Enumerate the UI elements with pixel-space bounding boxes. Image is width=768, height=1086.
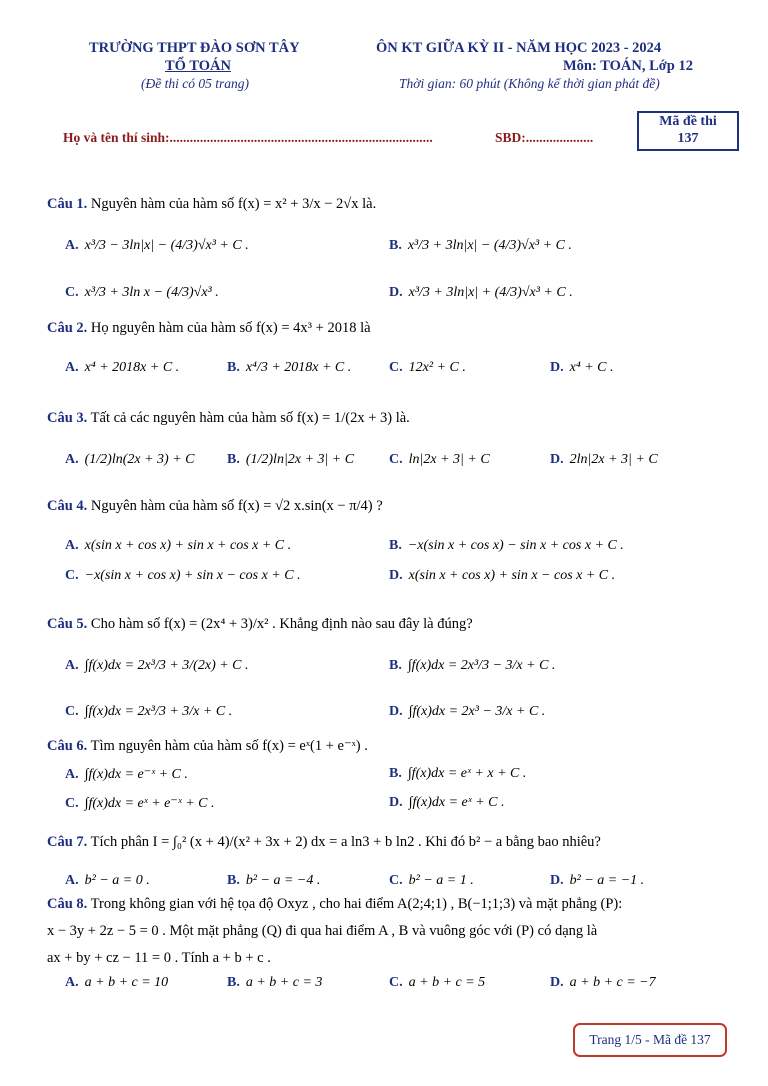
question-label: Câu 3. — [47, 410, 88, 426]
question-label: Câu 1. — [47, 196, 88, 212]
q8-option-d[interactable]: D. a + b + c = −7 — [550, 975, 656, 990]
question-text: Tất cả các nguyên hàm của hàm số f(x) = 1/(2x + 3) là. — [90, 410, 410, 426]
pages-note: (Đề thi có 05 trang) — [141, 76, 249, 91]
q8-option-b[interactable]: B. a + b + c = 3 — [227, 975, 323, 990]
question-text: Họ nguyên hàm của hàm số f(x) = 4x³ + 2018 là — [90, 320, 371, 336]
question-4 — [47, 498, 383, 515]
q1-option-b[interactable]: B. x³/3 + 3ln|x| − (4/3)√x³ + C . — [389, 238, 572, 253]
q7-option-a[interactable]: A. b² − a = 0 . — [65, 873, 150, 888]
q2-option-d[interactable]: D. x⁴ + C . — [550, 360, 614, 375]
q1-option-d[interactable]: D. x³/3 + 3ln|x| + (4/3)√x³ + C . — [389, 285, 573, 300]
q5-option-c[interactable]: C. ∫f(x)dx = 2x³/3 + 3/x + C . — [65, 704, 233, 719]
question-7 — [47, 834, 601, 851]
question-text: Nguyên hàm của hàm số f(x) = x² + 3/x − 2√x là. — [90, 196, 377, 212]
exam-code-label: Mã đề thi — [659, 114, 717, 129]
q8-option-a[interactable]: A. a + b + c = 10 — [65, 975, 169, 990]
q2-option-b[interactable]: B. x⁴/3 + 2018x + C . — [227, 360, 352, 375]
sbd-line: SBD:.................... — [495, 130, 594, 145]
page-number: Trang 1/5 - Mã đề 137 — [589, 1032, 711, 1047]
q4-option-d[interactable]: D. x(sin x + cos x) + sin x − cos x + C . — [389, 568, 616, 583]
student-name-line: Họ và tên thí sinh:.............................................................................. — [63, 130, 433, 145]
q6-option-a[interactable]: A. ∫f(x)dx = e⁻ˣ + C . — [65, 767, 188, 782]
question-8-line-3: ax + by + cz − 11 = 0 . Tính a + b + c . — [47, 950, 271, 966]
q5-option-d[interactable]: D. ∫f(x)dx = 2x³ − 3/x + C . — [389, 704, 546, 719]
q6-option-d[interactable]: D. ∫f(x)dx = eˣ + C . — [389, 795, 505, 810]
q3-option-a[interactable]: A. (1/2)ln(2x + 3) + C — [65, 452, 195, 467]
question-label: Câu 7. — [47, 834, 88, 850]
question-2 — [47, 320, 371, 337]
q8-option-c[interactable]: C. a + b + c = 5 — [389, 975, 486, 990]
department: TỔ TOÁN — [165, 58, 231, 74]
question-label: Câu 2. — [47, 320, 88, 336]
question-1 — [47, 196, 376, 213]
question-3 — [47, 410, 410, 427]
q3-option-b[interactable]: B. (1/2)ln|2x + 3| + C — [227, 452, 355, 467]
q6-option-b[interactable]: B. ∫f(x)dx = eˣ + x + C . — [389, 766, 527, 781]
question-text: Tìm nguyên hàm của hàm số f(x) = eˣ(1 + e⁻ˣ) . — [90, 738, 368, 754]
q3-option-c[interactable]: C. ln|2x + 3| + C — [389, 452, 490, 467]
page-footer-box — [573, 1023, 727, 1057]
q4-option-a[interactable]: A. x(sin x + cos x) + sin x + cos x + C . — [65, 538, 292, 553]
question-8 — [47, 896, 622, 913]
exam-code-box — [637, 111, 739, 151]
subject: Môn: TOÁN, Lớp 12 — [563, 58, 693, 74]
question-label: Câu 8. — [47, 896, 88, 912]
school-name: TRƯỜNG THPT ĐÀO SƠN TÂY — [89, 40, 300, 56]
question-text: Tích phân I = ∫₀² (x + 4)/(x² + 3x + 2) dx = a ln3 + b ln2 . Khi đó b² − a bằng bao nhiêu? — [90, 834, 601, 850]
question-label: Câu 6. — [47, 738, 88, 754]
q5-option-a[interactable]: A. ∫f(x)dx = 2x³/3 + 3/(2x) + C . — [65, 658, 249, 673]
question-8-line-2: x − 3y + 2z − 5 = 0 . Một mặt phẳng (Q) đi qua hai điểm A , B và vuông góc với (P) có dạng là — [47, 923, 598, 939]
q7-option-b[interactable]: B. b² − a = −4 . — [227, 873, 321, 888]
question-6 — [47, 738, 368, 755]
exam-title: ÔN KT GIỮA KỲ II - NĂM HỌC 2023 - 2024 — [376, 40, 662, 56]
q1-option-c[interactable]: C. x³/3 + 3ln x − (4/3)√x³ . — [65, 285, 219, 300]
q4-option-b[interactable]: B. −x(sin x + cos x) − sin x + cos x + C . — [389, 538, 624, 553]
question-5 — [47, 616, 473, 633]
q7-option-c[interactable]: C. b² − a = 1 . — [389, 873, 474, 888]
exam-code-value: 137 — [677, 131, 699, 146]
q5-option-b[interactable]: B. ∫f(x)dx = 2x³/3 − 3/x + C . — [389, 658, 556, 673]
time-note: Thời gian: 60 phút (Không kể thời gian phát đề) — [399, 76, 660, 91]
q2-option-c[interactable]: C. 12x² + C . — [389, 360, 466, 375]
question-text: Nguyên hàm của hàm số f(x) = √2 x.sin(x − π/4) ? — [90, 498, 383, 514]
q2-option-a[interactable]: A. x⁴ + 2018x + C . — [65, 360, 180, 375]
q7-option-d[interactable]: D. b² − a = −1 . — [550, 873, 645, 888]
question-text-line: Trong không gian với hệ tọa độ Oxyz , cho hai điểm A(2;4;1) , B(−1;1;3) và mặt phẳng (P): — [90, 896, 623, 912]
q1-option-a[interactable]: A. x³/3 − 3ln|x| − (4/3)√x³ + C . — [65, 238, 249, 253]
q3-option-d[interactable]: D. 2ln|2x + 3| + C — [550, 452, 658, 467]
question-text: Cho hàm số f(x) = (2x⁴ + 3)/x² . Khẳng định nào sau đây là đúng? — [90, 616, 473, 632]
question-label: Câu 4. — [47, 498, 88, 514]
q6-option-c[interactable]: C. ∫f(x)dx = eˣ + e⁻ˣ + C . — [65, 796, 215, 811]
question-label: Câu 5. — [47, 616, 88, 632]
q4-option-c[interactable]: C. −x(sin x + cos x) + sin x − cos x + C . — [65, 568, 301, 583]
